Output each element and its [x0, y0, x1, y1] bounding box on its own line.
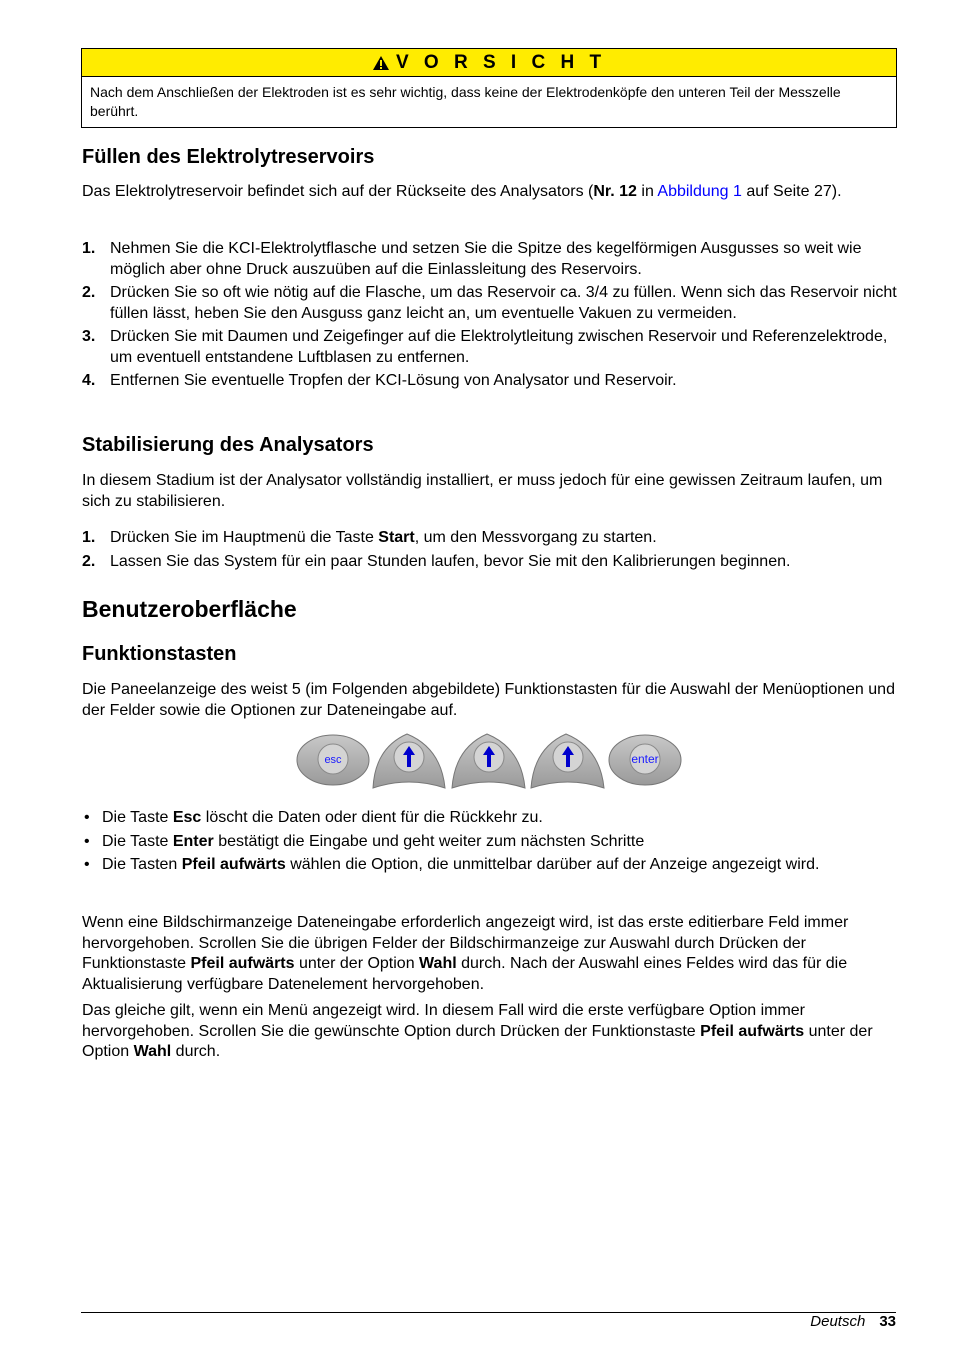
figure-link[interactable]: Abbildung 1	[657, 183, 742, 200]
list-item: • Die Tasten Pfeil aufwärts wählen die Option, die unmittelbar darüber auf der Anzeige angezeigt wird.	[84, 856, 820, 873]
section-heading-electrolyte: Füllen des Elektrolytreservoirs	[82, 146, 375, 168]
list-item: 2. Lassen Sie das System für ein paar Stunden laufen, bevor Sie mit den Kalibrierungen beginnen.	[82, 552, 791, 570]
data-entry-paragraph: Wenn eine Bildschirmanzeige Dateneingabe erforderlich angezeigt wird, ist das erste editierbare Feld immer hervorgehoben. Scrollen Sie die übrigen Felder der Bildschirmanzeige zur Auswahl durch Drücken der Funktionstaste Pfeil aufwärts unter der Option Wahl durch. Nach der Auswahl eines Feldes wird das für die Aktualisierung verfügbare Datenelement hervorgehoben.	[82, 914, 849, 993]
arrow-up-key-1	[373, 734, 445, 788]
list-item: 2. Drücken Sie so oft wie nötig auf die Flasche, um das Reservoir ca. 3/4 zu füllen. Wenn sich das Reservoir nicht füllen lässt, heben Sie den Ausguss ganz leicht an, um eventuelle Vakuen zu vermeiden.	[82, 284, 897, 322]
section3-intro: Die Paneelanzeige des weist 5 (im Folgenden abgebildete) Funktionstasten für die Auswahl der Menüoptionen und der Felder sowie die Optionen zur Dateneingabe auf.	[82, 681, 895, 719]
esc-key	[297, 735, 369, 785]
list-item: 1. Drücken Sie im Hauptmenü die Taste Start, um den Messvorgang zu starten.	[82, 529, 657, 546]
caution-text: Nach dem Anschließen der Elektroden ist es sehr wichtig, dass keine der Elektrodenköpfe den unteren Teil der Messzelle berührt.	[90, 84, 841, 119]
page-footer	[810, 1313, 896, 1331]
list-item: • Die Taste Enter bestätigt die Eingabe und geht weiter zum nächsten Schritte	[84, 832, 645, 850]
function-key-bullets	[82, 808, 904, 879]
list-item: 4. Entfernen Sie eventuelle Tropfen der KCI-Lösung von Analysator und Reservoir.	[82, 372, 677, 389]
list-item: 1. Nehmen Sie die KCI-Elektrolytflasche und setzen Sie die Spitze des kegelförmigen Ausgusses so weit wie möglich aber ohne Druck auszuüben auf die Einlassleitung des Reservoirs.	[82, 240, 862, 278]
section2-intro: In diesem Stadium ist der Analysator vollständig installiert, er muss jedoch für eine gewissen Zeitraum laufen, um sich zu stabilisieren.	[82, 472, 883, 510]
enter-key-label: enter	[631, 752, 659, 766]
list-item: 3. Drücken Sie mit Daumen und Zeigefinger auf die Elektrolytleitung zwischen Reservoir und Referenzelektrode, um eventuell entstandene Luftblasen zu entfernen.	[82, 328, 888, 366]
chapter-heading: Benutzeroberfläche	[82, 596, 297, 622]
caution-header	[82, 49, 896, 77]
footer-language: Deutsch	[810, 1313, 866, 1330]
function-keys-illustration	[295, 730, 685, 790]
enter-key	[609, 735, 681, 785]
section1-intro: Das Elektrolytreservoir befindet sich auf der Rückseite des Analysators (Nr. 12 in Abbildung 1 auf Seite 27).	[82, 183, 842, 200]
arrow-up-key-2	[452, 734, 525, 788]
warning-icon	[372, 55, 390, 71]
footer-divider	[81, 1312, 896, 1313]
caution-box	[81, 48, 897, 128]
section2-steps	[82, 528, 904, 575]
page-number: 33	[879, 1313, 896, 1330]
menu-paragraph: Das gleiche gilt, wenn ein Menü angezeigt wird. In diesem Fall wird die erste verfügbare Option immer hervorgehoben. Scrollen Sie die gewünschte Option durch Drücken der Funktionstaste Pfeil aufwärts unter der Option Wahl durch.	[82, 1002, 873, 1060]
list-item: • Die Taste Esc löscht die Daten oder dient für die Rückkehr zu.	[84, 809, 543, 826]
section-heading-stabilization: Stabilisierung des Analysators	[82, 434, 374, 456]
caution-title: V O R S I C H T	[395, 51, 607, 73]
section-heading-function-keys: Funktionstasten	[82, 643, 237, 665]
arrow-up-key-3	[531, 734, 604, 788]
section1-steps	[82, 239, 904, 395]
esc-key-label: esc	[324, 754, 342, 766]
